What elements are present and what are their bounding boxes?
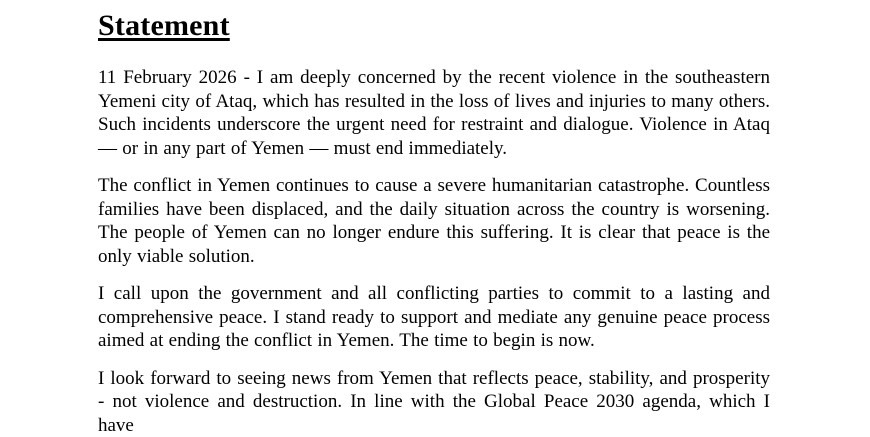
statement-paragraph-3: I call upon the government and all conflicting parties to commit to a lasting and comprehensive peace. I stand ready to support and mediate any genuine peace process aimed at ending the conflict in Yemen. The time to begin is now.	[98, 282, 770, 353]
document-title: Statement	[98, 8, 770, 44]
statement-paragraph-4: I look forward to seeing news from Yemen that reflects peace, stability, and prosperity - not violence and destruction. In line with the Global Peace 2030 agenda, which I have	[98, 367, 770, 437]
statement-paragraph-1: 11 February 2026 - I am deeply concerned by the recent violence in the southeastern Yemeni city of Ataq, which has resulted in the loss of lives and injuries to many others. Such incidents underscore the urgent need for restraint and dialogue. Violence in Ataq — or in any part of Yemen — must end immediately.	[98, 66, 770, 160]
statement-paragraph-2: The conflict in Yemen continues to cause a severe humanitarian catastrophe. Countless families have been displaced, and the daily situation across the country is worsening. The people of Yemen can no longer endure this suffering. It is clear that peace is the only viable solution.	[98, 174, 770, 268]
